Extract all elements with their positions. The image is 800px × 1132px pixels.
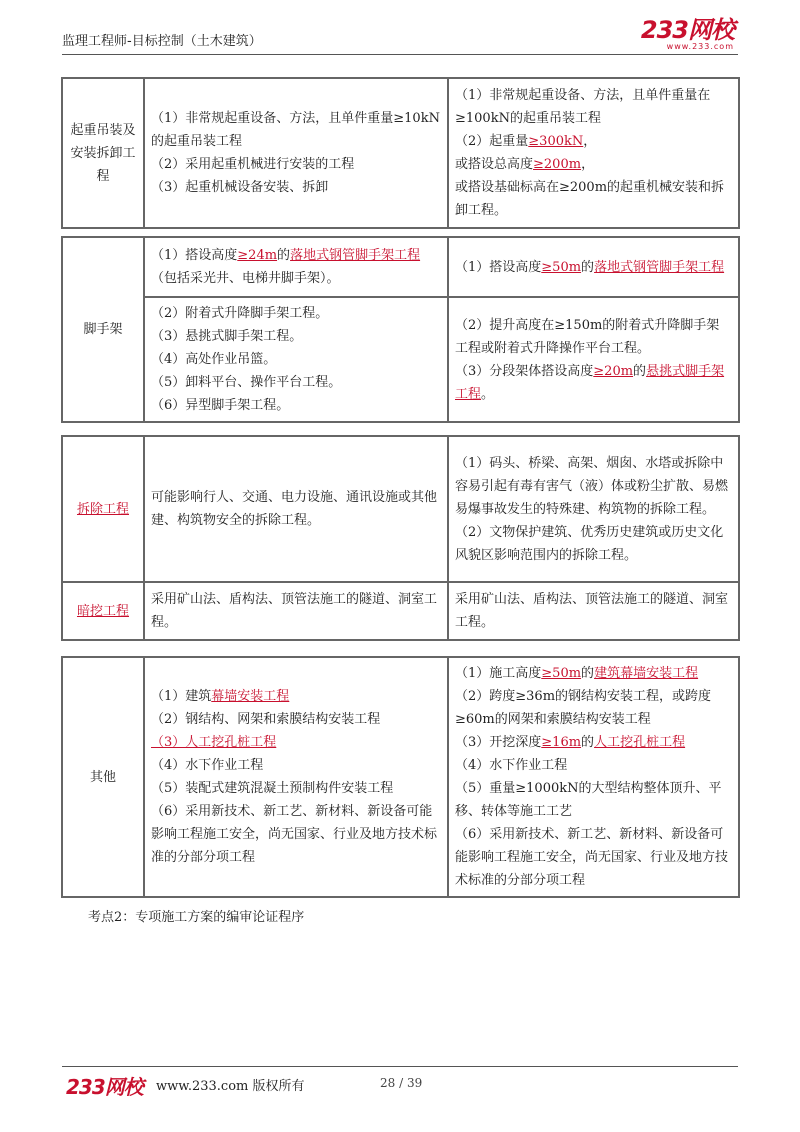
demolition-link[interactable]: 拆除工程 bbox=[76, 501, 129, 517]
left-cell: 采用矿山法、盾构法、顶管法施工的隧道、洞室工程。 bbox=[144, 582, 448, 640]
list-item: （2）采用起重机械进行安装的工程 bbox=[151, 157, 355, 172]
category-cell bbox=[62, 582, 144, 640]
left-cell bbox=[144, 78, 448, 228]
document-title: 监理工程师-目标控制（土木建筑） bbox=[62, 34, 262, 49]
footer-logo: 233网校 bbox=[66, 1075, 143, 1099]
list-item: （6）采用新技术、新工艺、新材料、新设备可能影响工程施工安全，尚无国家、行业及地方技术标准的分部分项工程 bbox=[455, 827, 729, 888]
list-item: （1）施工高度≥50m的建筑幕墙安装工程 bbox=[455, 666, 699, 681]
left-cell bbox=[144, 657, 448, 897]
table-row bbox=[62, 237, 739, 297]
left-cell: （1）搭设高度≥24m的落地式钢管脚手架工程（包括采光井、电梯井脚手架）。 bbox=[144, 237, 448, 297]
list-item: 或搭设总高度≥200m， bbox=[455, 157, 595, 172]
list-item: （2）钢结构、网架和索膜结构安装工程 bbox=[151, 712, 381, 727]
right-cell bbox=[448, 297, 739, 422]
list-item: （3）分段架体搭设高度≥20m的悬挑式脚手架工程。 bbox=[455, 363, 725, 402]
highlight-value: ≥300kN bbox=[528, 134, 584, 149]
table-row bbox=[62, 436, 739, 582]
highlight-value: ≥16m bbox=[541, 735, 582, 750]
table-row bbox=[62, 78, 739, 228]
list-item: （1）建筑幕墙安装工程 bbox=[151, 689, 290, 704]
list-item: （3）悬挑式脚手架工程。 bbox=[151, 329, 303, 344]
right-cell: （1）搭设高度≥50m的落地式钢管脚手架工程 bbox=[448, 237, 739, 297]
right-cell bbox=[448, 78, 739, 228]
list-item: （1）码头、桥梁、高架、烟囱、水塔或拆除中容易引起有毒有害气（液）体或粉尘扩散、易燃易爆事故发生的特殊建、构筑物的拆除工程。 bbox=[455, 455, 729, 517]
category-cell bbox=[62, 436, 144, 582]
list-item: （1）非常规起重设备、方法，且单件重量在≥100kN的起重吊装工程 bbox=[455, 88, 711, 126]
category-cell: 起重吊装及安装拆卸工程 bbox=[62, 78, 144, 228]
highlight-value: ≥50m bbox=[541, 259, 582, 275]
list-item: （6）采用新技术、新工艺、新材料、新设备可能影响工程施工安全，尚无国家、行业及地方技术标准的分部分项工程 bbox=[151, 804, 438, 865]
highlight-value: ≥20m bbox=[593, 363, 634, 379]
list-item: （4）水下作业工程 bbox=[455, 758, 568, 773]
list-item: （2）提升高度在≥150m的附着式升降脚手架工程或附着式升降操作平台工程。 bbox=[455, 317, 720, 356]
table-row bbox=[62, 297, 739, 422]
table-hoisting bbox=[61, 77, 740, 229]
list-item: （6）异型脚手架工程。 bbox=[151, 398, 290, 413]
highlight-value: ≥50m bbox=[541, 666, 582, 681]
list-item: 或搭设基础标高在≥200m的起重机械安装和拆卸工程。 bbox=[455, 180, 725, 218]
highlight-text: （3）人工挖孔桩工程 bbox=[151, 735, 277, 750]
highlight-text: 人工挖孔桩工程 bbox=[594, 735, 686, 750]
right-cell bbox=[448, 657, 739, 897]
highlight-text: 落地式钢管脚手架工程 bbox=[594, 259, 725, 275]
right-cell bbox=[448, 436, 739, 582]
highlight-text: 落地式钢管脚手架工程 bbox=[290, 248, 421, 263]
list-item: （5）卸料平台、操作平台工程。 bbox=[151, 375, 342, 390]
logo-url: www.233.com bbox=[666, 42, 734, 51]
highlight-value: ≥24m bbox=[237, 248, 278, 263]
highlight-text: 幕墙安装工程 bbox=[211, 689, 290, 704]
footer-divider bbox=[62, 1066, 738, 1067]
list-item: （3）起重机械设备安装、拆卸 bbox=[151, 180, 329, 195]
footer-copyright: www.233.com 版权所有 bbox=[156, 1079, 305, 1094]
brand-logo bbox=[641, 18, 734, 51]
logo-text: 233网校 bbox=[640, 16, 734, 44]
category-cell: 脚手架 bbox=[62, 237, 144, 422]
list-item: （2）附着式升降脚手架工程。 bbox=[151, 306, 329, 321]
category-cell: 其他 bbox=[62, 657, 144, 897]
table-other bbox=[61, 656, 740, 898]
list-item: （5）装配式建筑混凝土预制构件安装工程 bbox=[151, 781, 394, 796]
tunneling-link[interactable]: 暗挖工程 bbox=[76, 603, 129, 619]
left-cell bbox=[144, 297, 448, 422]
table-scaffolding bbox=[61, 236, 740, 423]
table-row bbox=[62, 657, 739, 897]
header-divider bbox=[62, 54, 738, 55]
list-item: （4）水下作业工程 bbox=[151, 758, 264, 773]
list-item: （3）开挖深度≥16m的人工挖孔桩工程 bbox=[455, 735, 686, 750]
list-item: （4）高处作业吊篮。 bbox=[151, 352, 277, 367]
table-row bbox=[62, 582, 739, 640]
list-item: （2）文物保护建筑、优秀历史建筑或历史文化风貌区影响范围内的拆除工程。 bbox=[455, 524, 724, 563]
list-item: （1）非常规起重设备、方法，且单件重量≥10kN的起重吊装工程 bbox=[151, 111, 440, 149]
exam-point-note: 考点2：专项施工方案的编审论证程序 bbox=[88, 910, 305, 925]
table-demolition bbox=[61, 435, 740, 641]
right-cell: 采用矿山法、盾构法、顶管法施工的隧道、洞室工程。 bbox=[448, 582, 739, 640]
highlight-value: ≥200m bbox=[533, 157, 582, 172]
list-item: （5）重量≥1000kN的大型结构整体顶升、平移、转体等施工工艺 bbox=[455, 781, 722, 819]
page-number: 28 / 39 bbox=[380, 1076, 423, 1090]
highlight-text: 悬挑式脚手架工程 bbox=[455, 363, 725, 402]
list-item: （2）跨度≥36m的钢结构安装工程，或跨度≥60m的网架和索膜结构安装工程 bbox=[455, 689, 712, 727]
left-cell: 可能影响行人、交通、电力设施、通讯设施或其他建、构筑物安全的拆除工程。 bbox=[144, 436, 448, 582]
list-item: （2）起重量≥300kN， bbox=[455, 134, 597, 149]
highlight-text: 建筑幕墙安装工程 bbox=[594, 666, 699, 681]
